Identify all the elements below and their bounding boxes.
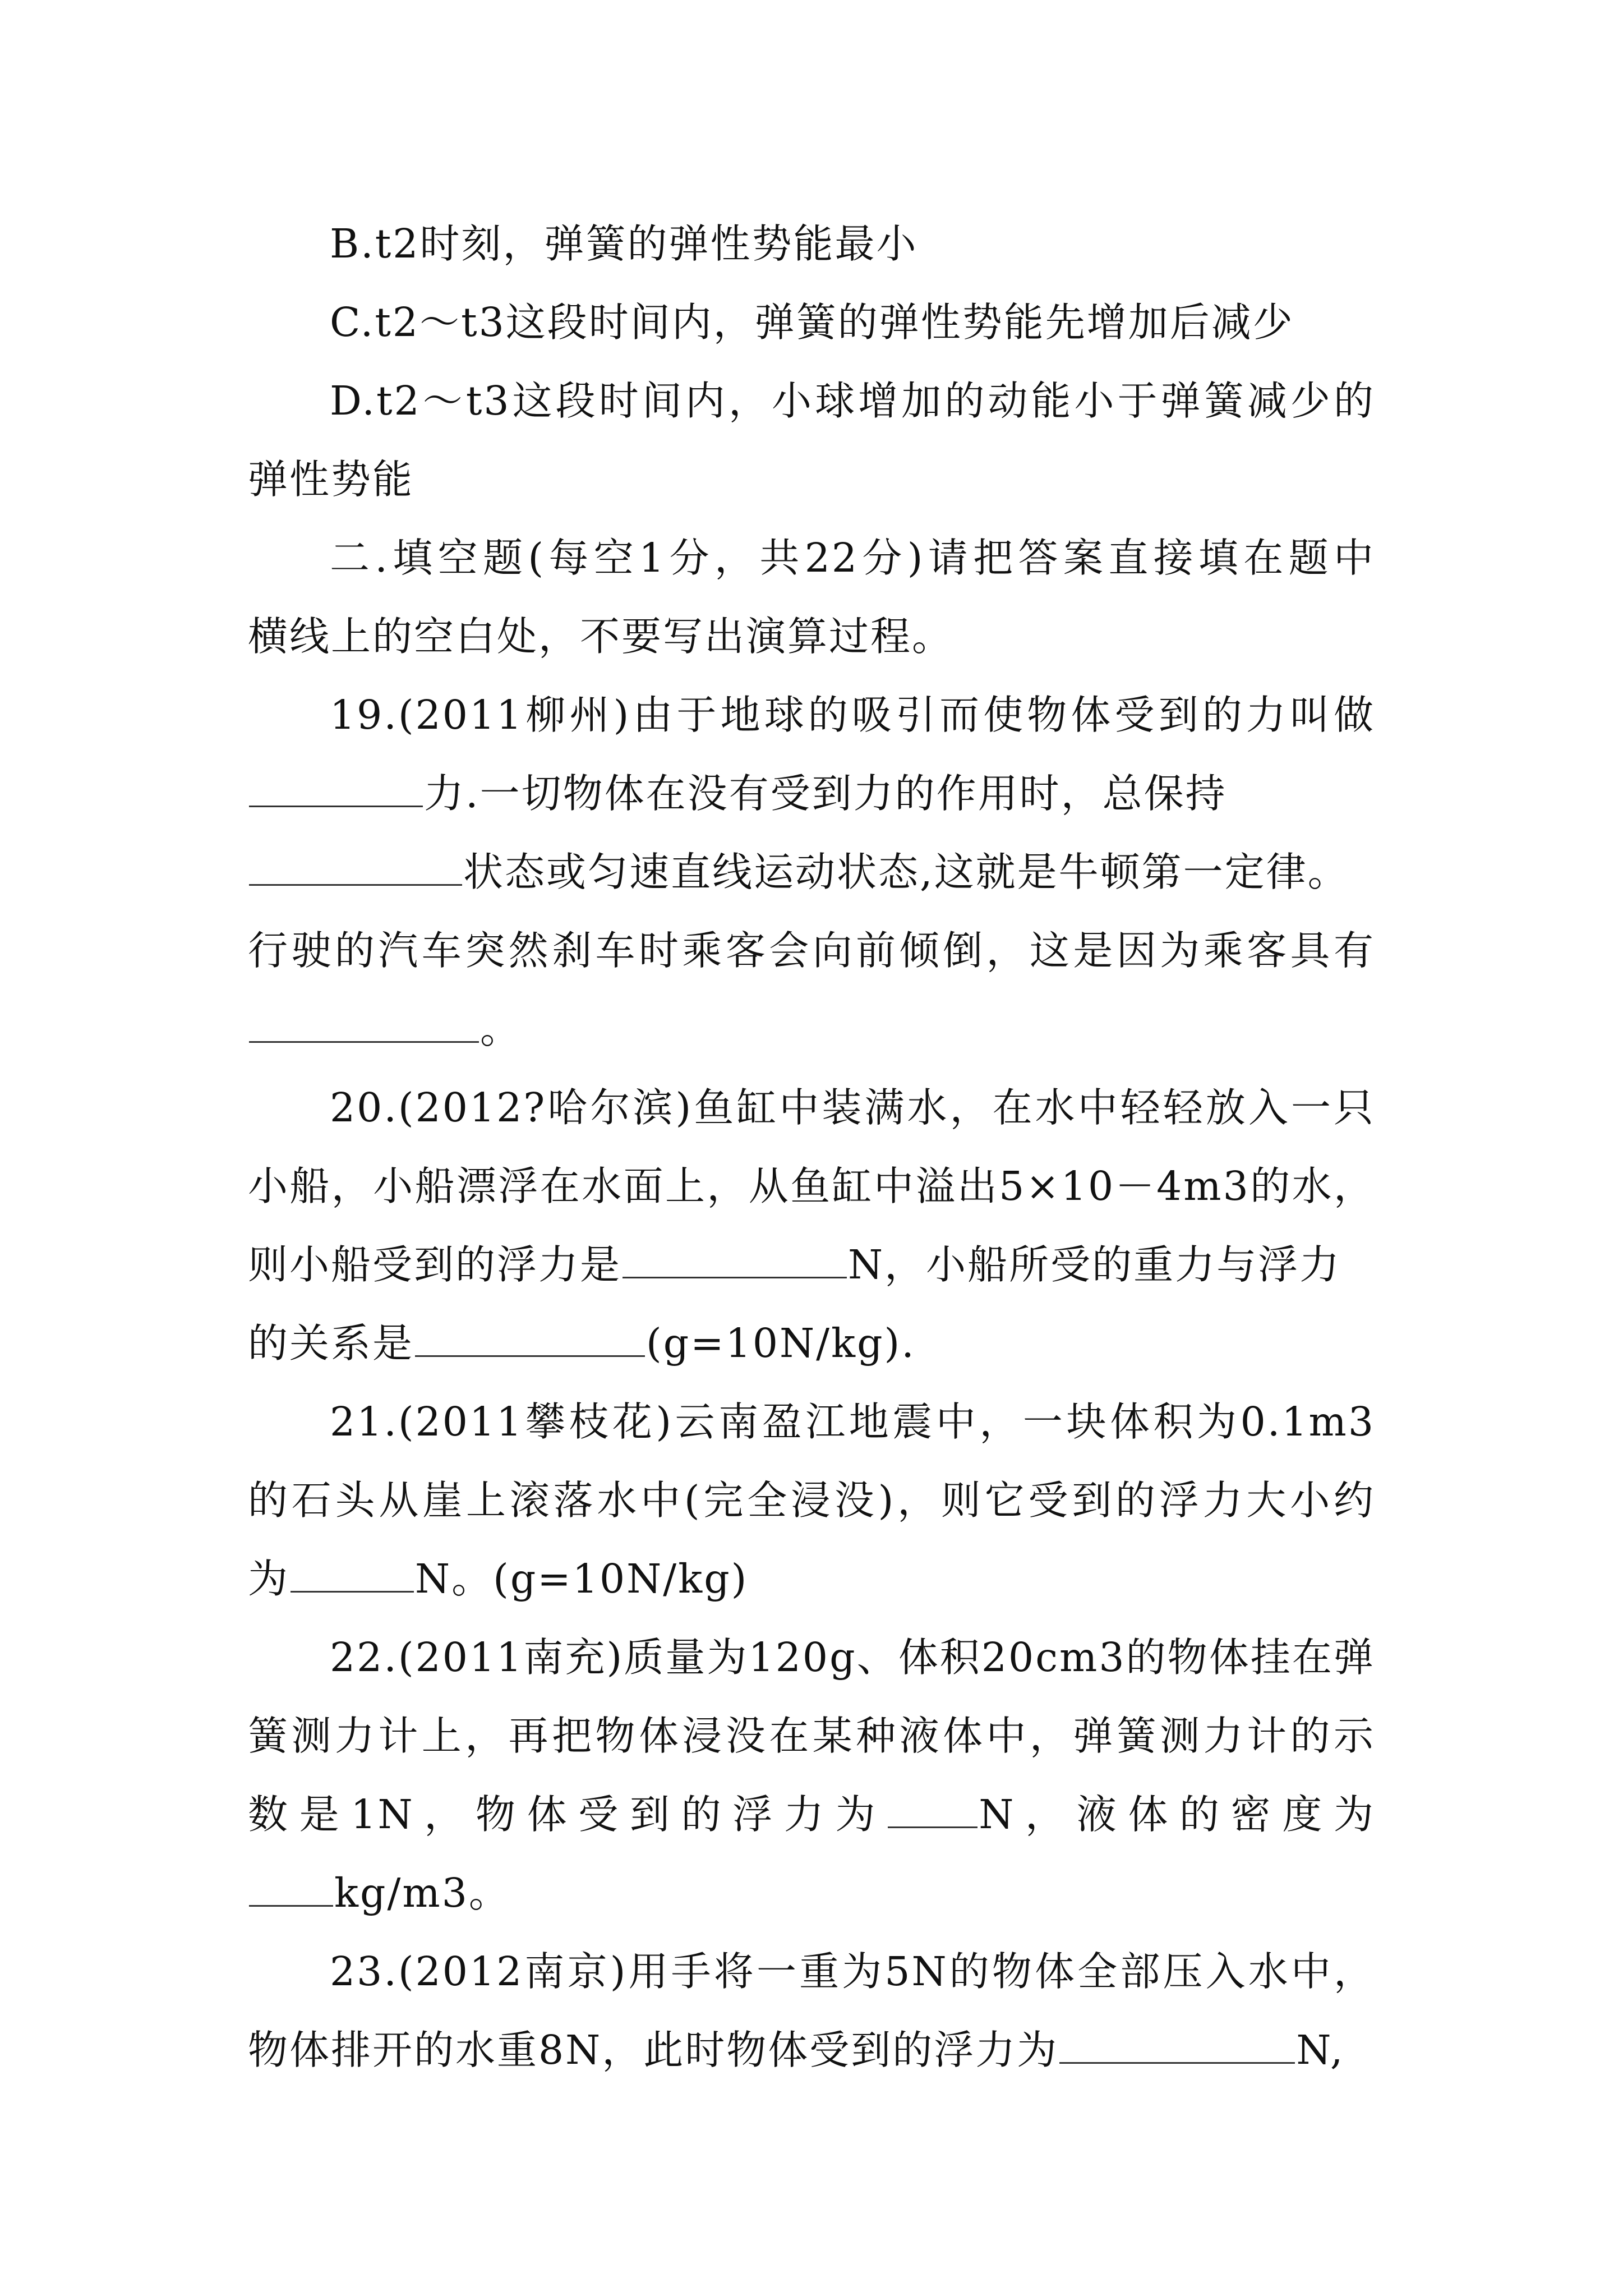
question-19-line3	[248, 833, 1375, 912]
question-22	[330, 1618, 1375, 1697]
option-b-text: B.t2时刻，弹簧的弹性势能最小	[330, 220, 918, 267]
question-19-text: 19.(2011柳州)由于地球的吸引而使物体受到的力叫做	[330, 692, 1375, 738]
option-b	[330, 205, 1375, 283]
section-heading	[330, 519, 1375, 597]
question-19	[330, 676, 1375, 754]
question-21-line3	[248, 1540, 1375, 1618]
question-19-line5-text: 。	[480, 1006, 522, 1052]
question-20-line4-text-a: 的关系是	[248, 1320, 414, 1366]
answer-blank[interactable]	[1059, 2015, 1295, 2064]
question-19-line4	[248, 912, 1375, 990]
question-22-line2-text: 簧测力计上，再把物体浸没在某种液体中，弹簧测力计的示	[248, 1713, 1375, 1759]
section-instructions	[248, 597, 1375, 676]
question-20-line3-text-a: 则小船受到的浮力是	[248, 1241, 622, 1288]
question-23-line2-text-b: N,	[1296, 2027, 1345, 2073]
answer-blank[interactable]	[249, 994, 479, 1043]
question-19-line4-text: 行驶的汽车突然刹车时乘客会向前倾倒，这是因为乘客具有	[248, 927, 1375, 974]
question-20-line3	[248, 1226, 1375, 1304]
question-22-line3-text-b: N，液体的密度为	[979, 1791, 1375, 1838]
option-c-text: C.t2～t3这段时间内，弹簧的弹性势能先增加后减少	[330, 299, 1294, 346]
question-20	[330, 1069, 1375, 1147]
option-d-text: D.t2～t3这段时间内，小球增加的动能小于弹簧减少的	[330, 378, 1375, 424]
question-20-line2	[248, 1147, 1375, 1226]
option-d-continued	[248, 440, 1375, 519]
question-22-text: 22.(2011南充)质量为120g、体积20cm3的物体挂在弹	[330, 1634, 1375, 1681]
question-23-text: 23.(2012南京)用手将一重为5N的物体全部压入水中，	[330, 1948, 1375, 1995]
answer-blank[interactable]	[415, 1308, 645, 1357]
question-19-line2-text: 力.一切物体在没有受到力的作用时，总保持	[424, 770, 1227, 817]
question-19-line5	[248, 990, 1375, 1069]
question-21-line2	[248, 1461, 1375, 1540]
question-22-line4-text: kg/m3。	[334, 1870, 510, 1916]
answer-blank[interactable]	[291, 1544, 414, 1593]
question-21-text: 21.(2011攀枝花)云南盈江地震中，一块体积为0.1m3	[330, 1398, 1375, 1445]
option-d	[330, 362, 1375, 440]
answer-blank[interactable]	[249, 758, 423, 807]
option-d-text-continued: 弹性势能	[248, 456, 414, 503]
question-21-line3-text-a: 为	[248, 1556, 290, 1602]
question-20-line3-text-b: N，小船所受的重力与浮力	[848, 1241, 1341, 1288]
answer-blank[interactable]	[249, 1858, 333, 1907]
question-23-line2	[248, 2011, 1375, 2090]
question-20-line4-text-b: (g=10N/kg).	[646, 1320, 916, 1366]
question-22-line4	[248, 1854, 1375, 1932]
question-20-line4	[248, 1304, 1375, 1383]
question-21-line2-text: 的石头从崖上滚落水中(完全浸没)，则它受到的浮力大小约	[248, 1477, 1375, 1524]
question-22-line3-text-a: 数是1N，物体受到的浮力为	[248, 1791, 887, 1838]
question-22-line2	[248, 1697, 1375, 1775]
question-20-text: 20.(2012?哈尔滨)鱼缸中装满水，在水中轻轻放入一只	[330, 1084, 1375, 1131]
question-22-line3	[248, 1775, 1375, 1854]
option-c	[330, 283, 1375, 362]
answer-blank[interactable]	[249, 837, 462, 886]
answer-blank[interactable]	[623, 1230, 847, 1278]
answer-blank[interactable]	[888, 1779, 978, 1828]
section-instructions-text: 横线上的空白处，不要写出演算过程。	[248, 613, 954, 660]
question-19-line3-text: 状态或匀速直线运动状态,这就是牛顿第一定律。	[463, 849, 1349, 895]
question-20-line2-text: 小船，小船漂浮在水面上，从鱼缸中溢出5×10－4m3的水，	[248, 1163, 1375, 1209]
question-21-line3-text-b: N。(g=10N/kg)	[415, 1556, 749, 1602]
section-heading-text: 二.填空题(每空1分，共22分)请把答案直接填在题中	[330, 535, 1375, 581]
question-21	[330, 1383, 1375, 1461]
question-23	[330, 1932, 1375, 2011]
question-23-line2-text-a: 物体排开的水重8N，此时物体受到的浮力为	[248, 2027, 1059, 2073]
question-19-line2	[248, 754, 1375, 833]
